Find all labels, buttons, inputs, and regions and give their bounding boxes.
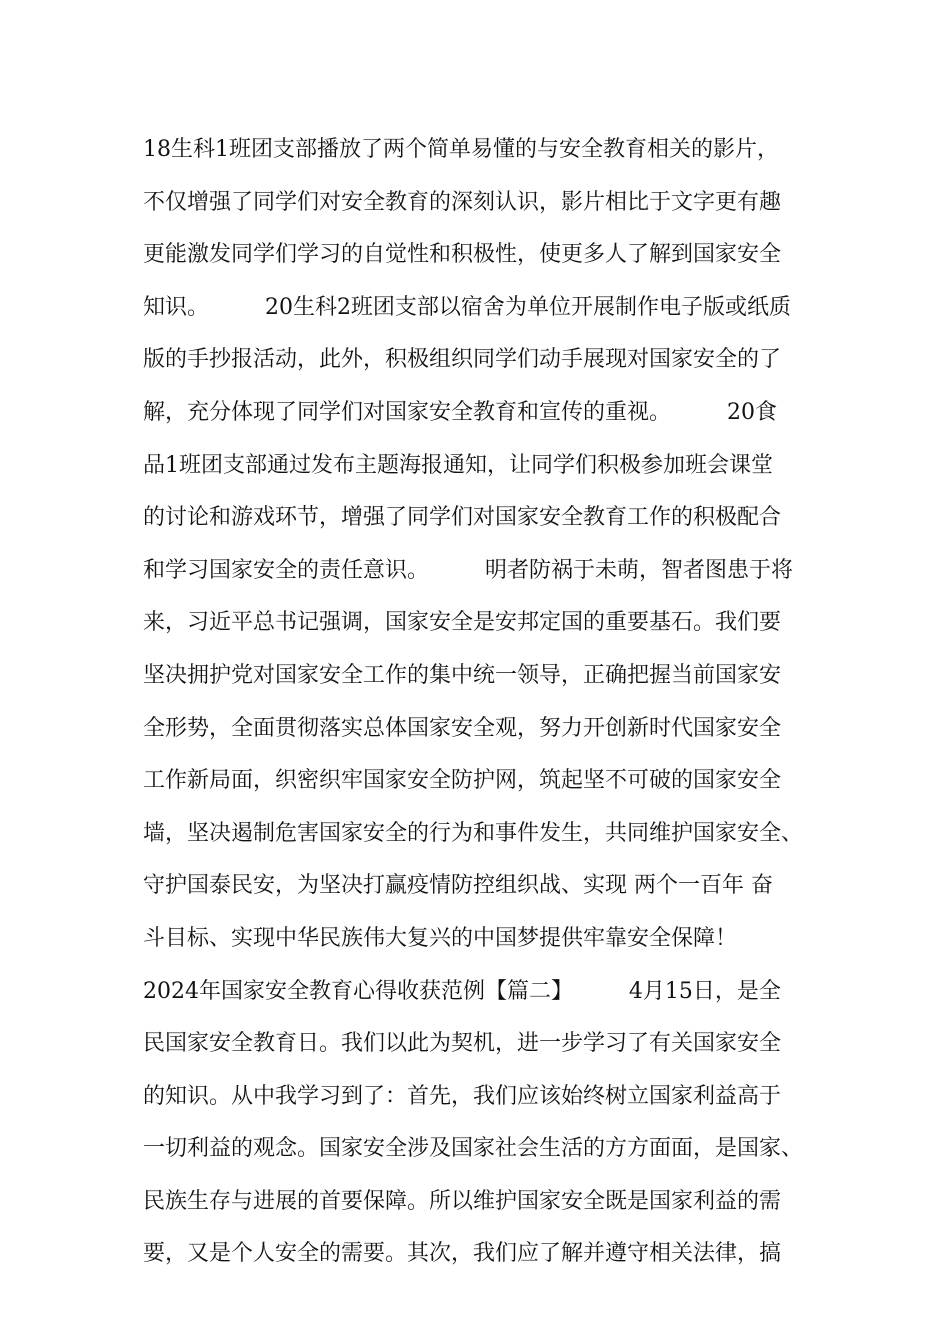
text-line: 来，习近平总书记强调，国家安全是安邦定国的重要基石。我们要 xyxy=(143,610,782,636)
text-line: 要，又是个人安全的需要。其次，我们应了解并遵守相关法律，搞 xyxy=(143,1241,782,1267)
text-line: 18生科1班团支部播放了两个简单易懂的与安全教育相关的影片， xyxy=(143,137,779,162)
text-line: 知识。 20生科2班团支部以宿舍为单位开展制作电子版或纸质 xyxy=(143,294,791,320)
text-line: 和学习国家安全的责任意识。 明者防祸于未萌，智者图患于将 xyxy=(143,557,793,583)
text-line: 民族生存与进展的首要保障。所以维护国家安全既是国家利益的需 xyxy=(143,1188,782,1214)
text-line: 的讨论和游戏环节，增强了同学们对国家安全教育工作的积极配合 xyxy=(143,505,782,531)
text-line: 一切利益的观念。国家安全涉及国家社会生活的方方面面，是国家、 xyxy=(143,1136,804,1162)
body-text xyxy=(143,128,823,1285)
text-line: 民国家安全教育日。我们以此为契机，进一步学习了有关国家安全 xyxy=(143,1031,782,1057)
text-line: 品1班团支部通过发布主题海报通知，让同学们积极参加班会课堂 xyxy=(143,452,773,478)
text-line: 2024年国家安全教育心得收获范例【篇二】 4月15日，是全 xyxy=(143,978,781,1004)
text-line: 坚决拥护党对国家安全工作的集中统一领导，正确把握当前国家安 xyxy=(143,662,782,688)
text-line: 的知识。从中我学习到了：首先，我们应该始终树立国家利益高于 xyxy=(143,1083,782,1109)
text-line: 墙，坚决遏制危害国家安全的行为和事件发生，共同维护国家安全、 xyxy=(143,820,804,846)
text-line: 更能激发同学们学习的自觉性和积极性，使更多人了解到国家安全 xyxy=(143,242,782,268)
text-line: 守护国泰民安，为坚决打赢疫情防控组织战、实现 两个一百年 奋 xyxy=(143,873,773,899)
text-line: 不仅增强了同学们对安全教育的深刻认识，影片相比于文字更有趣 xyxy=(143,189,782,215)
text-line: 解，充分体现了同学们对国家安全教育和宣传的重视。 20食 xyxy=(143,399,777,425)
text-line: 版的手抄报活动，此外，积极组织同学们动手展现对国家安全的了 xyxy=(143,347,782,373)
text-line: 全形势，全面贯彻落实总体国家安全观，努力开创新时代国家安全 xyxy=(143,715,782,741)
text-line: 工作新局面，织密织牢国家安全防护网，筑起坚不可破的国家安全 xyxy=(143,768,782,794)
text-line: 斗目标、实现中华民族伟大复兴的中国梦提供牢靠安全保障！ xyxy=(143,925,738,951)
